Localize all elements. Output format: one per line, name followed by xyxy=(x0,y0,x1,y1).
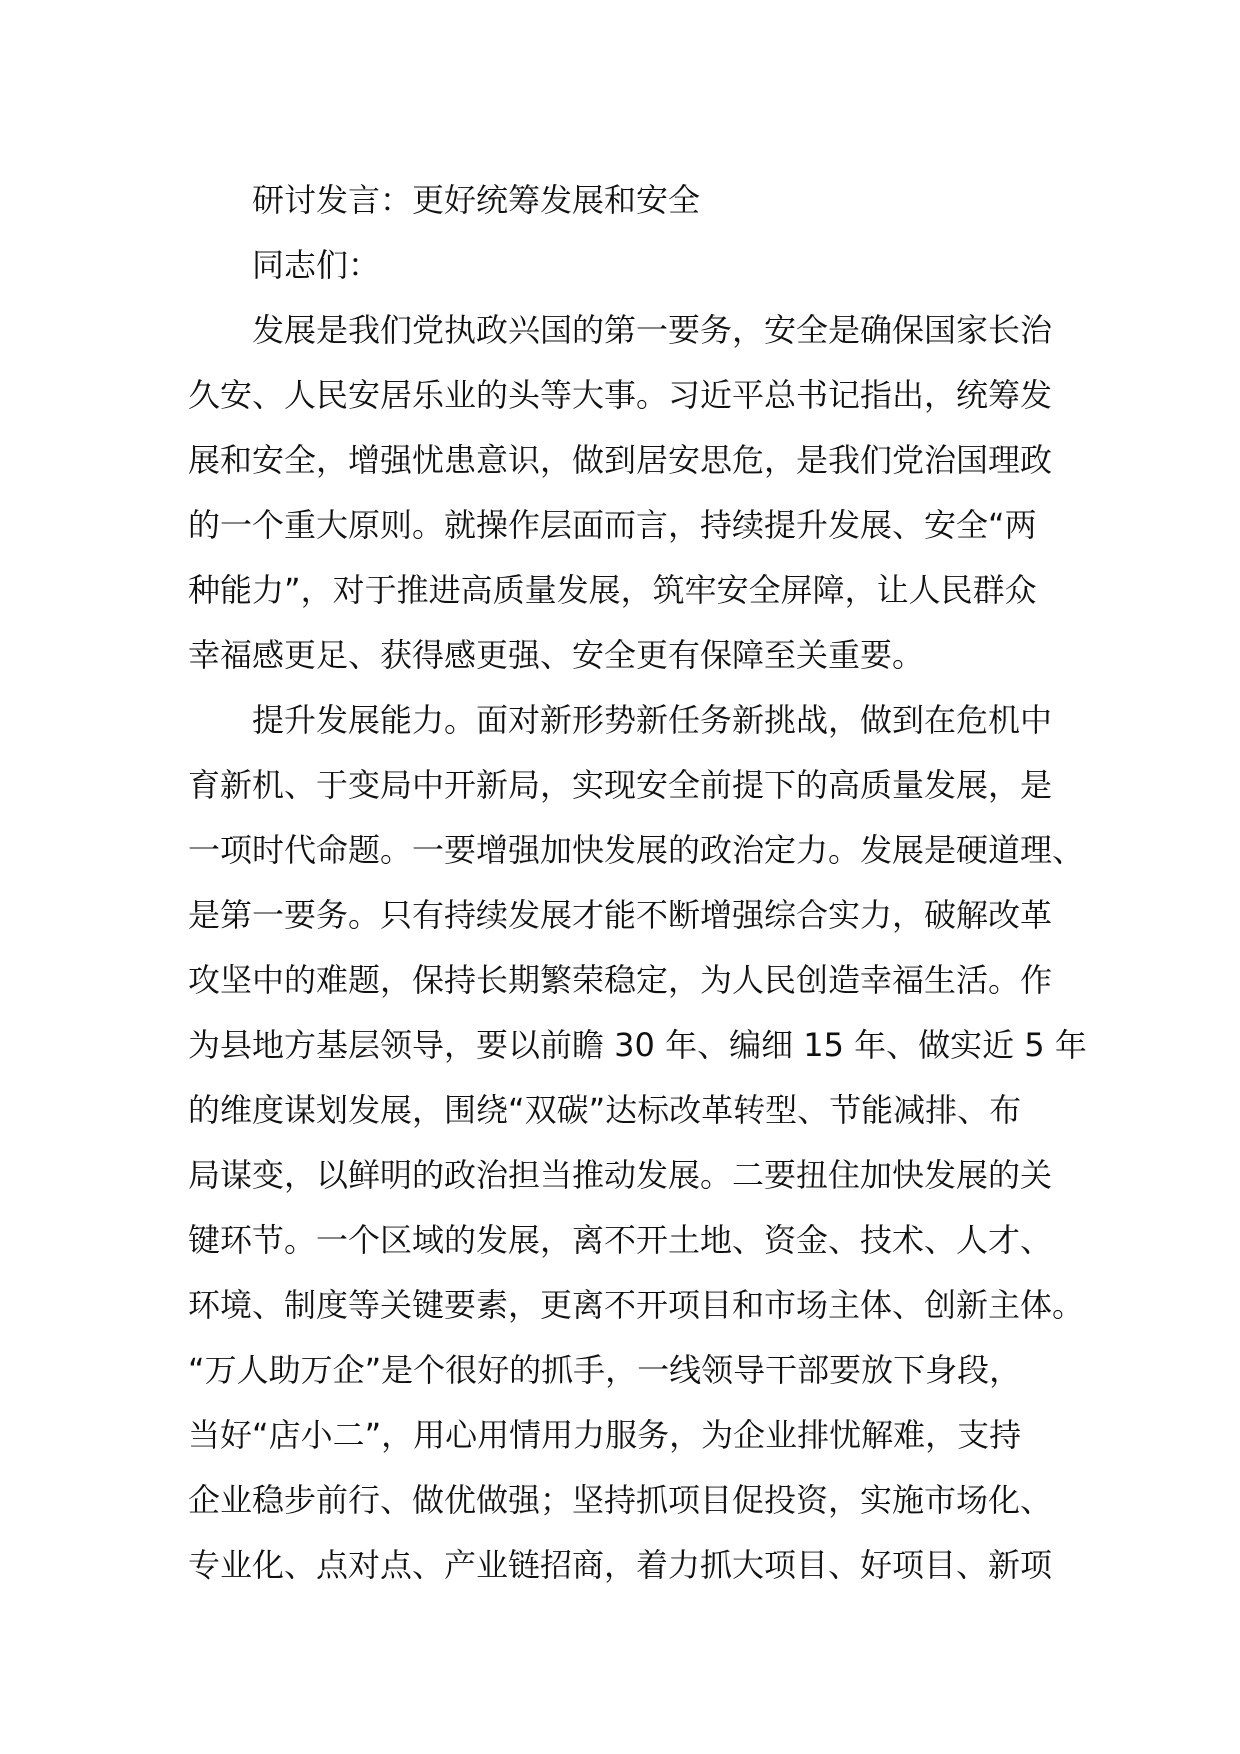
paragraph-line: 发展是我们党执政兴国的第一要务，安全是确保国家长治 xyxy=(252,311,1053,349)
paragraph-2 xyxy=(188,688,1087,1598)
document-body xyxy=(188,168,1087,1598)
paragraph-line: 种能力”，对于推进高质量发展，筑牢安全屏障，让人民群众 xyxy=(188,571,1037,609)
paragraph-line: 幸福感更足、获得感更强、安全更有保障至关重要。 xyxy=(188,636,925,674)
paragraph-line: 当好“店小二”，用心用情用力服务，为企业排忧解难，支持 xyxy=(188,1416,1022,1454)
paragraph-line: 企业稳步前行、做优做强；坚持抓项目促投资，实施市场化、 xyxy=(188,1481,1053,1519)
paragraph-line: 提升发展能力。面对新形势新任务新挑战，做到在危机中 xyxy=(252,701,1053,739)
paragraph-1 xyxy=(188,298,1060,688)
paragraph-line: “万人助万企”是个很好的抓手，一线领导干部要放下身段， xyxy=(188,1351,1022,1389)
paragraph-line: 的一个重大原则。就操作层面而言，持续提升发展、安全“两 xyxy=(188,506,1037,544)
paragraph-line: 久安、人民安居乐业的头等大事。习近平总书记指出，统筹发 xyxy=(188,376,1053,414)
paragraph-line: 为县地方基层领导，要以前瞻 30 年、编细 15 年、做实近 5 年 xyxy=(188,1026,1087,1064)
document-title: 研讨发言：更好统筹发展和安全 xyxy=(252,181,701,219)
paragraph-line: 育新机、于变局中开新局，实现安全前提下的高质量发展，是 xyxy=(188,766,1053,804)
paragraph-line: 局谋变，以鲜明的政治担当推动发展。二要扭住加快发展的关 xyxy=(188,1156,1053,1194)
paragraph-line: 专业化、点对点、产业链招商，着力抓大项目、好项目、新项 xyxy=(188,1546,1053,1584)
paragraph-line: 键环节。一个区域的发展，离不开土地、资金、技术、人才、 xyxy=(188,1221,1053,1259)
paragraph-line: 一项时代命题。一要增强加快发展的政治定力。发展是硬道理、 xyxy=(188,831,1085,869)
paragraph-line: 是第一要务。只有持续发展才能不断增强综合实力，破解改革 xyxy=(188,896,1053,934)
paragraph-line: 攻坚中的难题，保持长期繁荣稳定，为人民创造幸福生活。作 xyxy=(188,961,1053,999)
paragraph-line: 环境、制度等关键要素，更离不开项目和市场主体、创新主体。 xyxy=(188,1286,1085,1324)
greeting: 同志们： xyxy=(252,246,381,284)
paragraph-line: 的维度谋划发展，围绕“双碳”达标改革转型、节能减排、布 xyxy=(188,1091,1022,1129)
paragraph-line: 展和安全，增强忧患意识，做到居安思危，是我们党治国理政 xyxy=(188,441,1053,479)
